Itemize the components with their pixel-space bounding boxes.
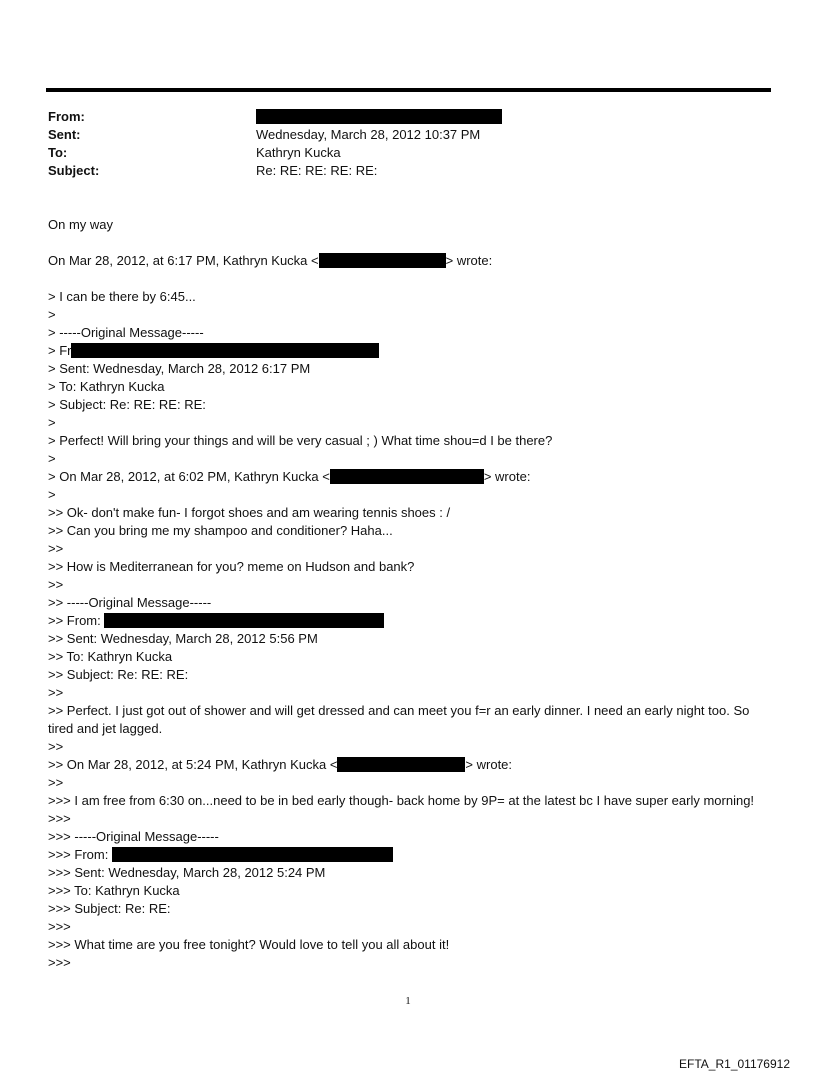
- to-label: To:: [48, 145, 68, 160]
- body-line: >: [48, 487, 56, 502]
- body-line: On my way: [48, 217, 114, 232]
- email-header: [48, 108, 748, 180]
- body-line: >> To: Kathryn Kucka: [48, 649, 173, 664]
- body-line: >>: [48, 541, 64, 556]
- email-body: [48, 216, 763, 972]
- body-line: >>> Subject: Re: RE:: [48, 901, 171, 916]
- body-line: > To: Kathryn Kucka: [48, 379, 165, 394]
- body-line: > -----Original Message-----: [48, 325, 204, 340]
- body-line: >>>: [48, 811, 71, 826]
- redaction-box: [337, 757, 465, 772]
- body-line: >> Ok- don't make fun- I forgot shoes and am wearing tennis shoes : /: [48, 505, 451, 520]
- body-line: >: [48, 307, 56, 322]
- body-line: >>> What time are you free tonight? Would love to tell you all about it!: [48, 937, 450, 952]
- body-line: > I can be there by 6:45...: [48, 289, 196, 304]
- header-rule: [46, 88, 771, 92]
- body-line: >>> -----Original Message-----: [48, 829, 219, 844]
- body-line: >> -----Original Message-----: [48, 595, 212, 610]
- quote-intro-line: On Mar 28, 2012, at 6:17 PM, Kathryn Kucka < > wrote:: [48, 253, 493, 268]
- body-line: >: [48, 451, 56, 466]
- subject-row: [48, 162, 748, 180]
- body-line: >>> Sent: Wednesday, March 28, 2012 5:24 PM: [48, 865, 326, 880]
- redaction-box: [319, 253, 446, 268]
- quote-intro-line: >> On Mar 28, 2012, at 5:24 PM, Kathryn Kucka < > wrote:: [48, 757, 513, 772]
- body-line: >> How is Mediterranean for you? meme on Hudson and bank?: [48, 559, 415, 574]
- to-row: [48, 144, 748, 162]
- quoted-from-line: > Fr: [48, 342, 763, 360]
- body-line: >>>: [48, 955, 71, 970]
- from-label: From:: [48, 109, 85, 124]
- body-line: > Perfect! Will bring your things and will be very casual ; ) What time shou=d I be there?: [48, 433, 553, 448]
- body-line: >>: [48, 775, 64, 790]
- body-line: >>> I am free from 6:30 on...need to be in bed early though- back home by 9P= at the latest bc I have super early morning!: [48, 793, 755, 808]
- quote-intro-line: > On Mar 28, 2012, at 6:02 PM, Kathryn Kucka < > wrote:: [48, 469, 531, 484]
- body-line: >>: [48, 685, 64, 700]
- redaction-box: [330, 469, 484, 484]
- subject-label: Subject:: [48, 163, 100, 178]
- body-line: >> Perfect. I just got out of shower and will get dressed and can meet you f=r an early dinner. I need an early night too. So tired and jet lagged.: [48, 703, 753, 736]
- to-value: Kathryn Kucka: [256, 145, 341, 160]
- body-line: >: [48, 415, 56, 430]
- body-line: >>>: [48, 919, 71, 934]
- bates-number: EFTA_R1_01176912: [679, 1057, 790, 1071]
- redaction-box: [112, 847, 393, 862]
- body-line: >> Subject: Re: RE: RE:: [48, 667, 189, 682]
- subject-value: Re: RE: RE: RE: RE:: [256, 163, 378, 178]
- redaction-box: [256, 109, 502, 124]
- page-number: 1: [405, 995, 411, 1007]
- sent-row: [48, 126, 748, 144]
- redaction-box: [104, 613, 384, 628]
- quoted-from-line: >>> From:: [48, 846, 763, 864]
- body-line: >> Can you bring me my shampoo and conditioner? Haha...: [48, 523, 393, 538]
- redaction-box: [71, 343, 379, 358]
- body-line: >> Sent: Wednesday, March 28, 2012 5:56 PM: [48, 631, 318, 646]
- sent-label: Sent:: [48, 127, 81, 142]
- body-line: > Subject: Re: RE: RE: RE:: [48, 397, 206, 412]
- sent-value: Wednesday, March 28, 2012 10:37 PM: [256, 127, 481, 142]
- body-line: > Sent: Wednesday, March 28, 2012 6:17 PM: [48, 361, 311, 376]
- body-line: >>: [48, 577, 64, 592]
- quoted-from-line: >> From:: [48, 612, 763, 630]
- from-value: [256, 108, 748, 126]
- body-line: >>> To: Kathryn Kucka: [48, 883, 180, 898]
- body-line: >>: [48, 739, 64, 754]
- from-row: [48, 108, 748, 126]
